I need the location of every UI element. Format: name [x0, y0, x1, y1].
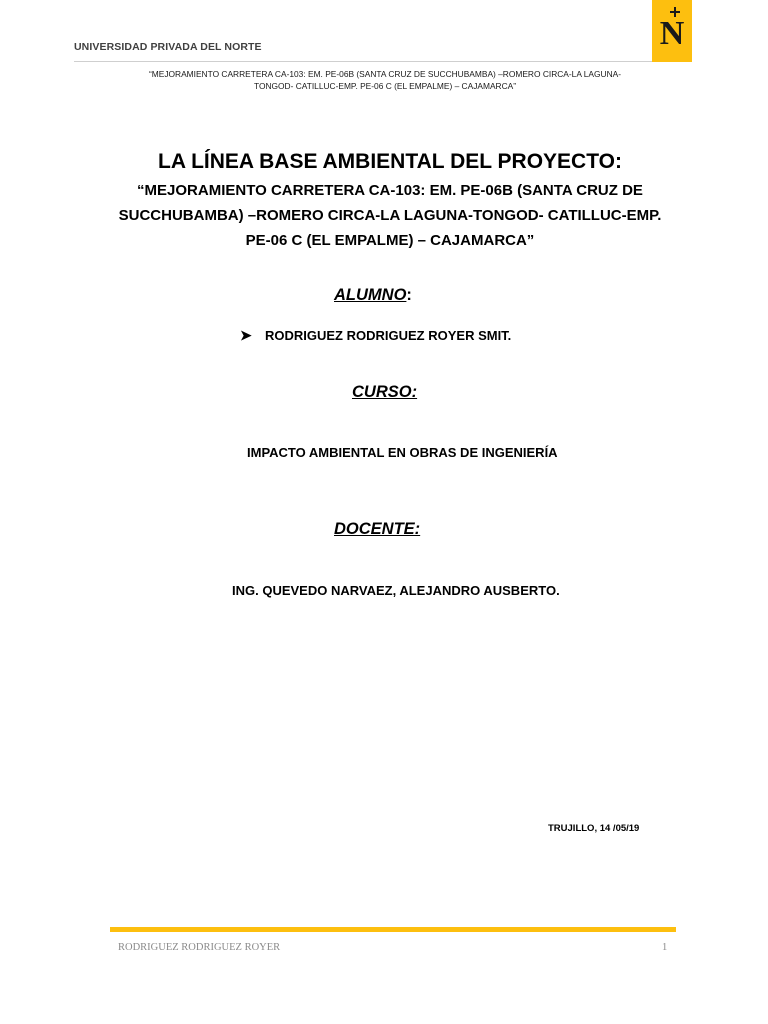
course-name: IMPACTO AMBIENTAL EN OBRAS DE INGENIERÍA: [247, 445, 558, 460]
date-location: TRUJILLO, 14 /05/19: [548, 823, 640, 834]
student-list-item: [240, 325, 511, 346]
student-heading-colon: :: [406, 286, 412, 304]
footer-author: RODRIGUEZ RODRIGUEZ ROYER: [118, 942, 281, 953]
footer-page-number: 1: [662, 942, 668, 953]
project-name: [100, 178, 680, 253]
university-logo: [652, 0, 692, 62]
arrow-bullet-icon: ➤: [240, 327, 252, 343]
student-heading: [334, 284, 412, 306]
header-subtitle-line-2: TONGOD- CATILLUC-EMP. PE-06 C (EL EMPALME) – CAJAMARCA”: [254, 81, 516, 91]
header-subtitle-line-1: “MEJORAMIENTO CARRETERA CA-103: EM. PE-06B (SANTA CRUZ DE SUCCHUBAMBA) –ROMERO CIRCA-LA LAGUNA-: [148, 69, 622, 79]
project-name-line-2: SUCCHUBAMBA) –ROMERO CIRCA-LA LAGUNA-TONGOD- CATILLUC-EMP.: [118, 207, 662, 224]
project-name-line-3: PE-06 C (EL EMPALME) – CAJAMARCA”: [245, 232, 535, 249]
teacher-heading-label: DOCENTE:: [334, 520, 421, 538]
student-heading-label: ALUMNO: [334, 286, 407, 304]
document-title: LA LÍNEA BASE AMBIENTAL DEL PROYECTO:: [158, 150, 622, 173]
teacher-name: ING. QUEVEDO NARVAEZ, ALEJANDRO AUSBERTO.: [232, 583, 560, 598]
student-name: RODRIGUEZ RODRIGUEZ ROYER SMIT.: [265, 328, 512, 343]
header-divider: [74, 61, 652, 62]
course-heading: [352, 381, 417, 403]
logo-cross-horizontal: [670, 11, 680, 13]
header-university-name: UNIVERSIDAD PRIVADA DEL NORTE: [74, 41, 262, 53]
teacher-heading: [334, 518, 420, 540]
logo-letter: N: [659, 15, 685, 52]
project-name-line-1: “MEJORAMIENTO CARRETERA CA-103: EM. PE-06B (SANTA CRUZ DE: [137, 182, 643, 199]
footer-divider: [110, 927, 676, 932]
course-heading-label: CURSO:: [352, 383, 418, 401]
header-project-subtitle: [100, 68, 670, 92]
